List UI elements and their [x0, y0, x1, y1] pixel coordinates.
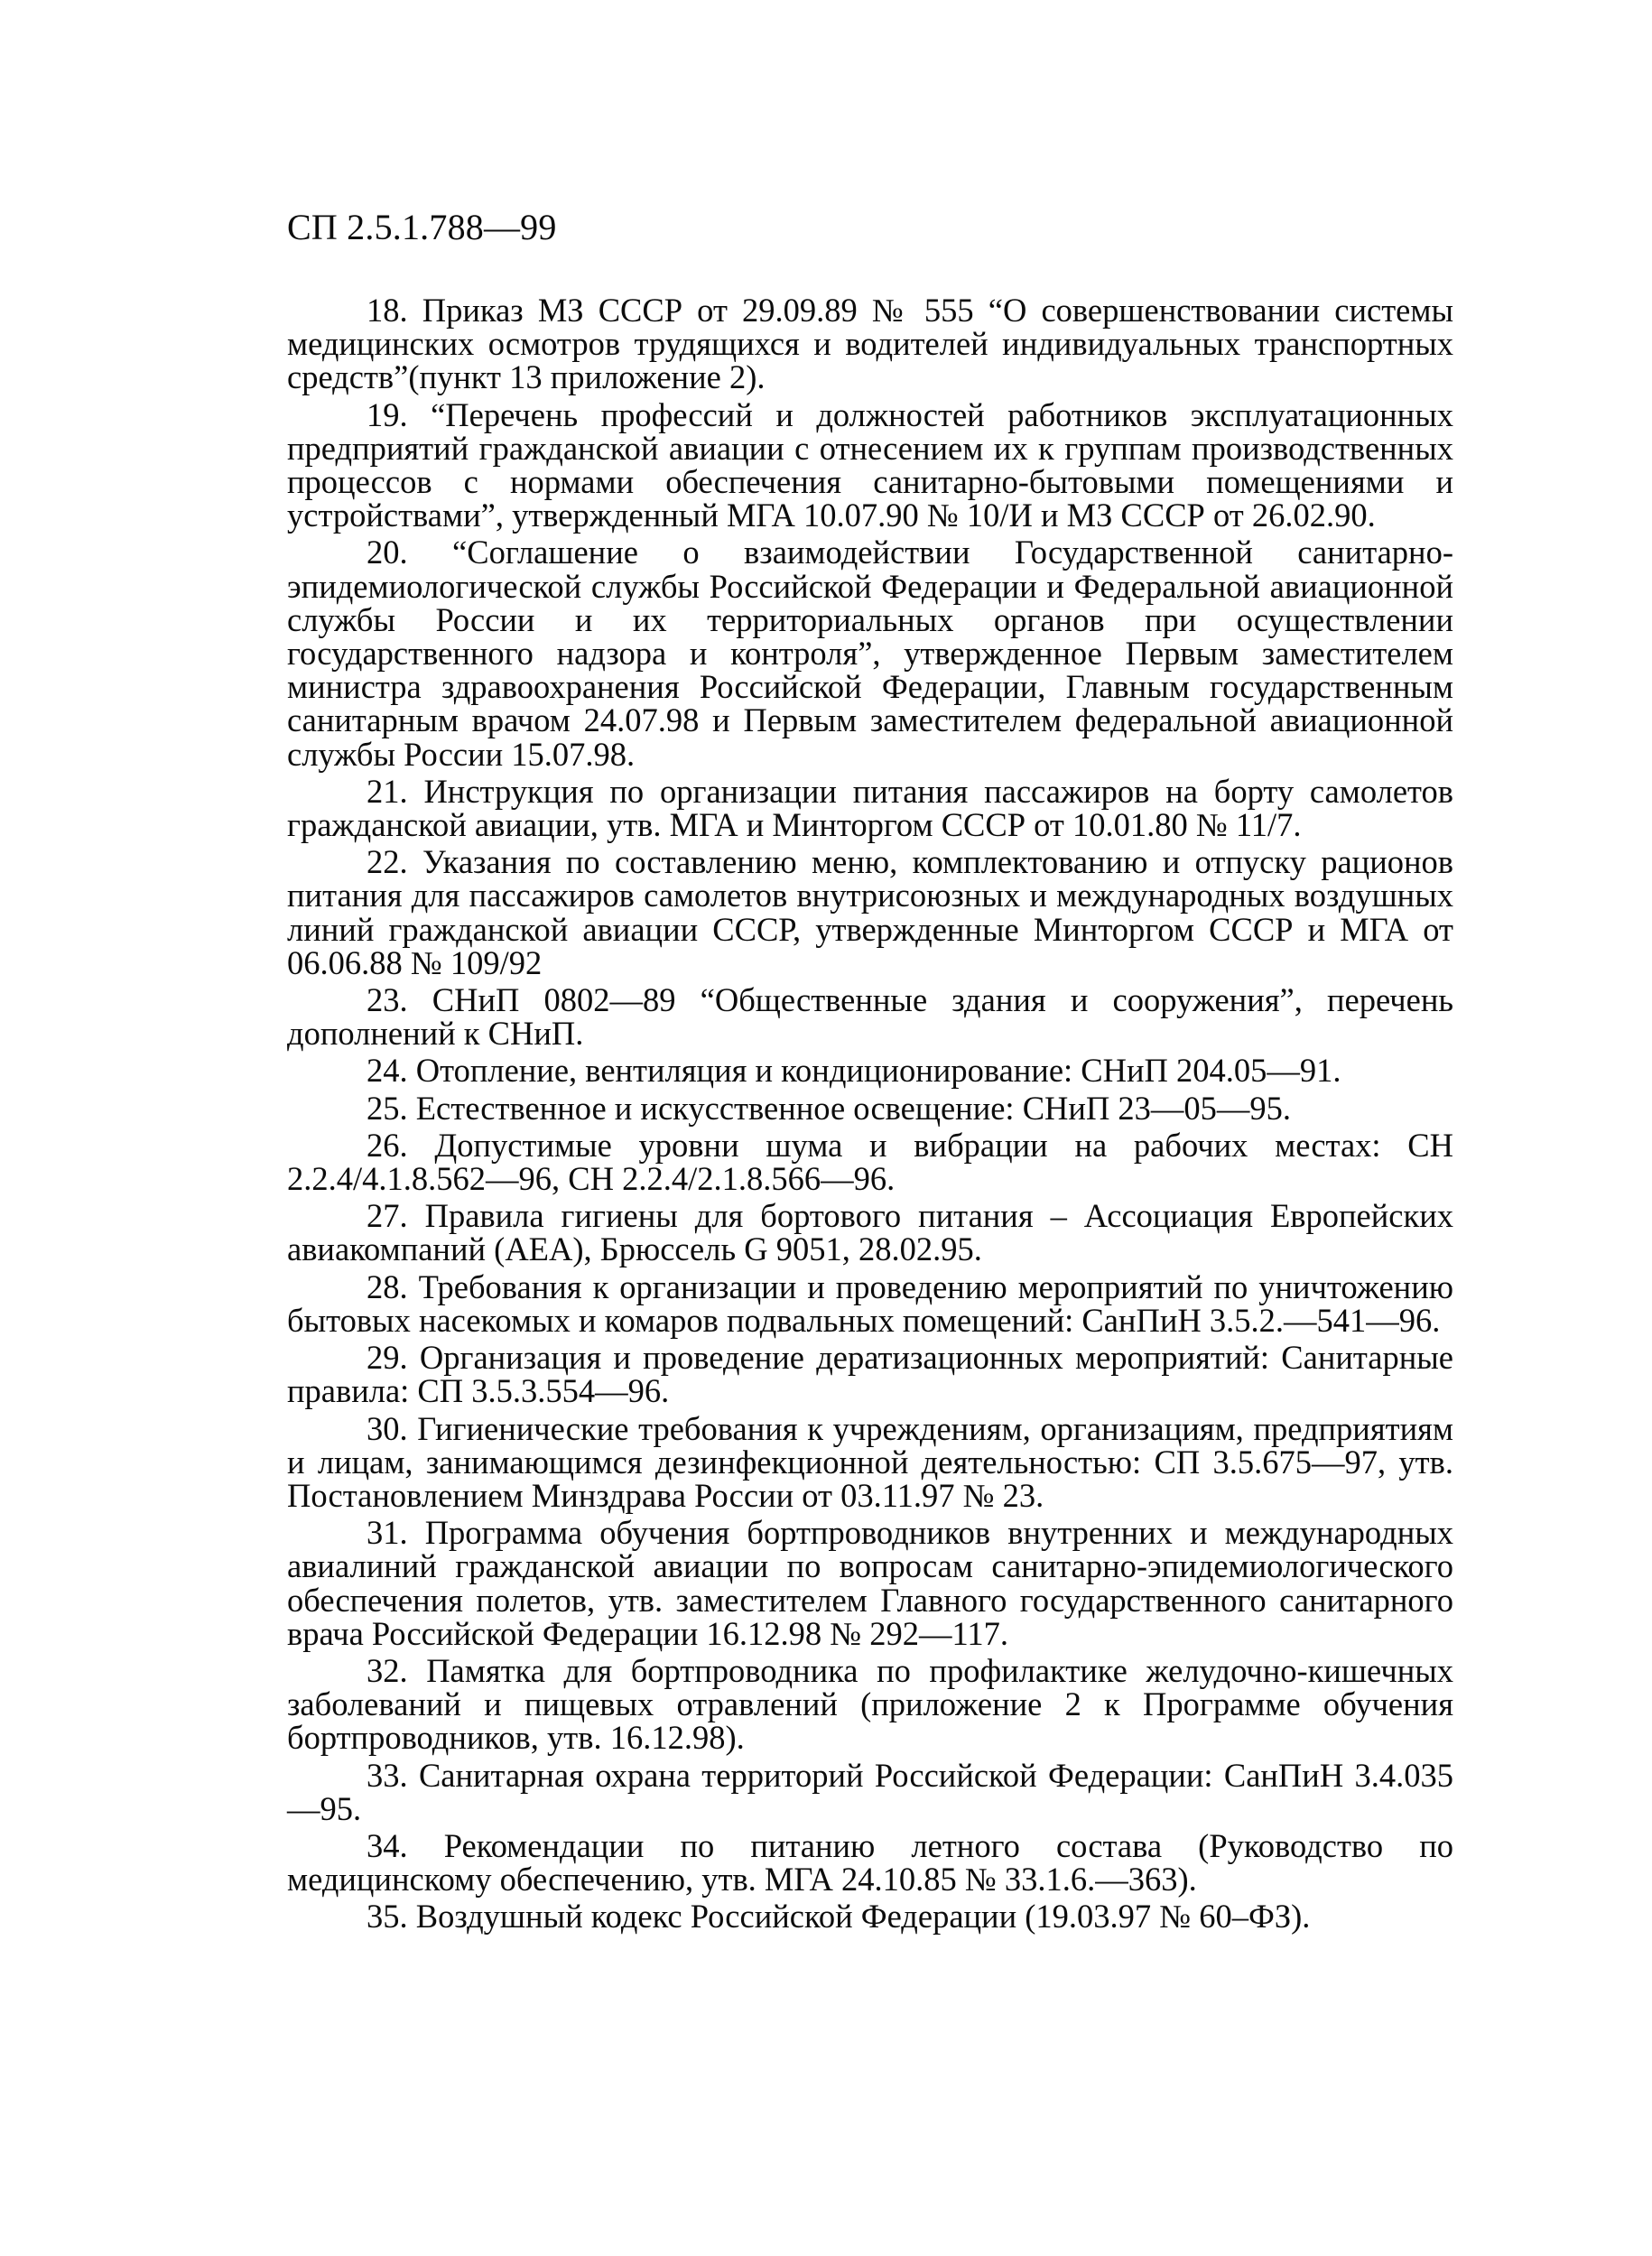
reference-number: 31.	[367, 1514, 408, 1552]
reference-item	[287, 1339, 1453, 1410]
reference-number: 21.	[367, 772, 408, 810]
reference-item	[287, 1199, 1453, 1266]
reference-text: Естественное и искусственное освещение: СНиП 23—05—95.	[415, 1089, 1292, 1127]
reference-item	[287, 1409, 1454, 1514]
reference-text: Приказ МЗ СССР от 29.09.89 № 555 “О совершенствовании системы медицинских осмотров трудящихся и водителей индивидуальных транспортных средств”(пункт 13 приложение 2).	[287, 292, 1454, 396]
reference-item	[287, 395, 1453, 534]
reference-text: “Перечень профессий и должностей работников эксплуатационных предприятий гражданской авиации с отнесением их к группам производственных процессов с нормами обеспечения санитарно-бытовыми помещениями и устройствами”, утвержденный МГА 10.07.90 № 10/И и МЗ СССР от 26.02.90.	[287, 395, 1453, 534]
reference-item	[287, 1091, 1453, 1125]
reference-item	[287, 534, 1453, 773]
reference-item	[287, 1126, 1453, 1198]
reference-text: Воздушный кодекс Российской Федерации (19.03.97 № 60–ФЗ).	[415, 1898, 1311, 1936]
reference-number: 19.	[367, 395, 408, 433]
reference-text: Программа обучения бортпроводников внутренних и международных авиалиний гражданской авиации по вопросам санитарно-эпидемиологического обеспечения полетов, утв. заместителем Главного государственного санитарного врача Российской Федерации 16.12.98 № 292—117.	[287, 1514, 1454, 1652]
reference-text: Памятка для бортпроводника по профилактике желудочно-кишечных заболеваний и пищевых отравлений (приложение 2 к Программе обучения бортпроводников, утв. 16.12.98).	[287, 1651, 1453, 1757]
reference-number: 24.	[367, 1052, 408, 1090]
reference-number: 18.	[367, 292, 408, 329]
reference-text: Санитарная охрана территорий Российской Федерации: СанПиН 3.4.035—95.	[287, 1756, 1453, 1827]
reference-text: Инструкция по организации питания пассажиров на борту самолетов гражданской авиации, утв. МГА и Минторгом СССР от 10.01.80 № 11/7.	[287, 772, 1453, 844]
reference-list	[287, 293, 1453, 1937]
reference-item	[287, 1516, 1453, 1650]
reference-text: Гигиенические требования к учреждениям, организациям, предприятиям и лицам, занимающимся дезинфекционной деятельностью: СП 3.5.675—97, утв. Постановлением Минздрава России от 03.11.97 № 23.	[287, 1409, 1454, 1514]
reference-number: 29.	[367, 1339, 408, 1377]
reference-item	[287, 1267, 1454, 1339]
reference-item	[287, 1826, 1454, 1899]
reference-number: 34.	[367, 1826, 408, 1864]
reference-text: Допустимые уровни шума и вибрации на рабочих местах: СН 2.2.4/4.1.8.562—96, СН 2.2.4/2.1.8.566—96.	[287, 1126, 1453, 1198]
reference-number: 25.	[367, 1089, 408, 1127]
reference-number: 27.	[367, 1197, 408, 1235]
reference-item	[287, 772, 1453, 844]
reference-text: Требования к организации и проведению мероприятий по уничтожению бытовых насекомых и комаров подвальных помещений: СанПиН 3.5.2.—541—96.	[287, 1267, 1454, 1339]
reference-item	[287, 1651, 1453, 1757]
reference-number: 23.	[367, 981, 408, 1019]
reference-number: 30.	[367, 1409, 408, 1447]
reference-item	[287, 845, 1453, 979]
reference-number: 33.	[367, 1756, 408, 1794]
reference-text: СНиП 0802—89 “Общественные здания и сооружения”, перечень дополнений к СНиП.	[287, 981, 1453, 1053]
reference-item	[287, 1898, 1453, 1936]
reference-number: 20.	[367, 534, 408, 571]
reference-text: “Соглашение о взаимодействии Государственной санитарно-эпидемиологической службы Российской Федерации и Федеральной авиационной службы России и их территориальных органов при осуществлении государственного надзора и контроля”, утвержденное Первым заместителем министра здравоохранения Российской Федерации, Главным государственным санитарным врачом 24.07.98 и Первым заместителем федеральной авиационной службы России 15.07.98.	[287, 534, 1453, 773]
reference-text: Организация и проведение дератизационных мероприятий: Санитарные правила: СП 3.5.3.554—96.	[287, 1339, 1453, 1410]
reference-number: 35.	[367, 1898, 408, 1936]
reference-text: Отопление, вентиляция и кондиционирование: СНиП 204.05—91.	[415, 1052, 1341, 1090]
reference-item	[287, 293, 1453, 395]
reference-number: 28.	[367, 1267, 408, 1305]
reference-number: 22.	[367, 843, 408, 881]
reference-text: Правила гигиены для бортового питания – Ассоциация Европейских авиакомпаний (АЕА), Брюссель G 9051, 28.02.95.	[287, 1197, 1453, 1268]
reference-number: 26.	[367, 1126, 408, 1164]
reference-item	[287, 981, 1453, 1053]
document-code-header: СП 2.5.1.788—99	[287, 207, 557, 247]
reference-text: Рекомендации по питанию летного состава (Руководство по медицинскому обеспечению, утв. МГА 24.10.85 № 33.1.6.—363).	[287, 1826, 1454, 1899]
reference-number: 32.	[367, 1651, 408, 1689]
reference-text: Указания по составлению меню, комплектованию и отпуску рационов питания для пассажиров самолетов внутрисоюзных и международных воздушных линий гражданской авиации СССР, утвержденные Минторгом СССР и МГА от 06.06.88 № 109/92	[287, 843, 1453, 981]
reference-item	[287, 1756, 1453, 1827]
reference-item	[287, 1052, 1453, 1090]
